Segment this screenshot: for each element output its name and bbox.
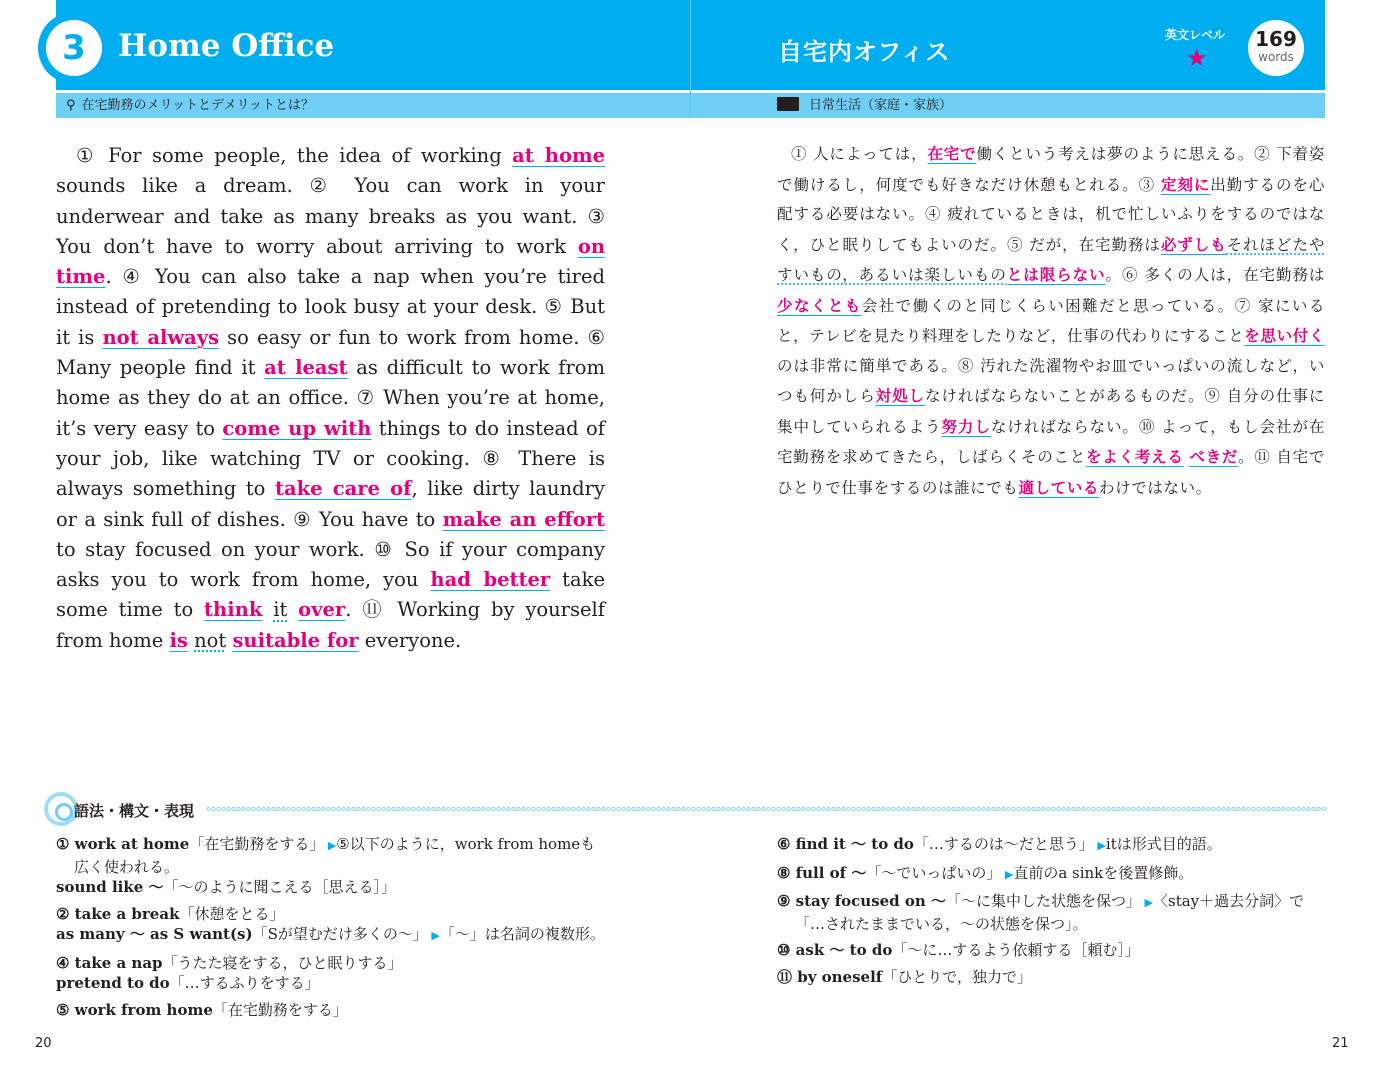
- dotted-phrase: それほどたやすいもの，あるいは楽しいもの: [777, 235, 1325, 284]
- text-segment: [262, 598, 273, 621]
- note-phrase: ⑧ full of ～: [777, 863, 867, 882]
- key-phrase: suitable for: [232, 628, 359, 652]
- question-band: [56, 93, 690, 118]
- category-band: [691, 93, 1325, 118]
- note-meaning: 「ひとりで，独力で」: [882, 967, 1032, 986]
- text-segment: ① 人によっては，: [791, 145, 928, 163]
- dotted-phrase: not: [194, 628, 227, 652]
- note-phrase: ⑩ ask ～ to do: [777, 941, 893, 959]
- note-phrase: ⑥ find it ～ to do: [777, 835, 914, 853]
- note-phrase: ① work at home: [56, 835, 190, 853]
- note-line: [777, 891, 1327, 934]
- note-phrase: pretend to do: [56, 974, 170, 992]
- key-phrase: とは限らない: [1006, 265, 1106, 284]
- text-segment: わけではない。: [1099, 478, 1212, 497]
- note-phrase: ④ take a nap: [56, 953, 163, 972]
- note-meaning: 「在宅勤務をする」: [212, 1000, 348, 1019]
- star-icon: ★: [1186, 44, 1208, 72]
- text-segment: 会社で働くのと同じくらい困難だと思っている。⑦ 家にいると，テレビを見たり料理をしたりなど，仕事の代わりにすること: [777, 296, 1325, 345]
- text-segment: なければならないことがあるものだ。⑨ 自分の仕事に集中していられるよう: [777, 387, 1325, 436]
- text-segment: ① For some people, the idea of working: [76, 144, 513, 167]
- text-segment: [287, 598, 298, 621]
- text-segment: to stay focused on your work. ⑩ So if your company asks you to work from home, you: [56, 537, 605, 592]
- text-segment: . ⑪ Working by yourself from home: [56, 598, 606, 652]
- note-line: [56, 904, 606, 925]
- note-line: [777, 967, 1327, 988]
- note-item: [56, 904, 606, 947]
- note-comment: 「～」は名詞の複数形。: [439, 925, 605, 943]
- note-line: [56, 953, 606, 974]
- note-item: [777, 834, 1327, 857]
- note-comment: itは形式目的語。: [1105, 835, 1222, 853]
- key-phrase: on time: [56, 234, 605, 289]
- word-count: 169: [1255, 27, 1297, 51]
- key-phrase: べきだ: [1189, 447, 1239, 466]
- passage-japanese: [777, 139, 1325, 503]
- note-phrase: ⑨ stay focused on ～: [777, 892, 947, 910]
- arrow-icon: ▶: [427, 929, 440, 942]
- key-phrase: come up with: [222, 416, 372, 440]
- note-meaning: 「～に…するよう依頼する［頼む］」: [892, 941, 1140, 959]
- note-phrase: as many ～ as S want(s): [56, 925, 253, 943]
- note-meaning: 「Sが望むだけ多くの～」: [252, 925, 428, 943]
- note-item: [777, 863, 1327, 886]
- key-phrase: at home: [512, 144, 606, 167]
- key-phrase: not always: [102, 325, 220, 349]
- text-segment: . ④ You can also take a nap when you’re tired instead of pretending to look busy at your desk. ⑤ But it is: [56, 265, 605, 349]
- text-segment: , like dirty laundry or a sink full of dishes. ⑨ You have to: [56, 477, 605, 531]
- target-icon: [44, 792, 78, 826]
- passage-english: [56, 141, 605, 656]
- text-segment: everyone.: [358, 628, 462, 652]
- word-unit: words: [1258, 50, 1294, 64]
- text-segment: sounds like a dream. ② You can work in your underwear and take as many breaks as you want. ③ You don’t have to worry about arriving to work: [56, 174, 605, 258]
- dotted-phrase: it: [273, 598, 288, 622]
- note-meaning: 「うたた寝をする，ひと眠りする」: [162, 953, 403, 972]
- note-meaning: 「在宅勤務をする」: [189, 835, 325, 853]
- note-line: [777, 834, 1327, 857]
- note-meaning: 「～のように聞こえる［思える］」: [163, 878, 397, 896]
- notes-title: 語法・構文・表現: [74, 802, 195, 820]
- note-comment: 〈stay＋過去分詞〉で「…されたままでいる，～の状態を保つ」。: [795, 892, 1305, 933]
- title-jp: 自宅内オフィス: [778, 38, 951, 66]
- text-segment: things to do instead of your job, like watching TV or cooking. ⑧ There is always something to: [56, 416, 605, 501]
- folder-icon: [777, 97, 799, 111]
- text-segment: 働くという考えは夢のように思える。② 下着姿で働けるし，何度でも好きなだけ休憩もとれる。③: [777, 145, 1325, 194]
- note-line: [56, 973, 606, 994]
- note-line: [56, 834, 606, 877]
- key-phrase: 定刻に: [1160, 174, 1211, 194]
- key-phrase: had better: [430, 568, 551, 592]
- note-phrase: sound like ～: [56, 878, 164, 896]
- note-phrase: ⑪ by oneself: [777, 967, 883, 986]
- key-phrase: をよく考える: [1086, 447, 1184, 466]
- note-line: [56, 1000, 606, 1021]
- text-segment: なければならない。⑩ よって，もし会社が在宅勤務を求めてきたら，しばらくそのこと: [777, 417, 1325, 466]
- unit-number: 3: [46, 20, 102, 76]
- note-meaning: 「～でいっぱいの」: [866, 863, 1002, 882]
- text-segment: 。⑪ 自宅でひとりで仕事をするのは誰にでも: [777, 448, 1325, 497]
- text-segment: as difficult to work from home as they do at an office. ⑦ When you’re at home, it’s very easy to: [56, 356, 606, 440]
- arrow-icon: ▶: [1001, 867, 1014, 881]
- note-line: [56, 924, 606, 947]
- text-segment: so easy or fun to work from home. ⑥ Many people find it: [56, 325, 606, 380]
- note-item: [56, 953, 606, 994]
- note-item: [56, 834, 606, 898]
- title-en: Home Office: [118, 28, 335, 64]
- level-label: 英文レベル: [1165, 28, 1226, 42]
- question-text: 在宅勤務のメリットとデメリットとは？: [81, 98, 314, 113]
- arrow-icon: ▶: [324, 839, 337, 852]
- note-item: [777, 940, 1327, 961]
- note-line: [777, 940, 1327, 961]
- notes-left: [56, 834, 606, 1026]
- text-segment: take some time to: [56, 568, 605, 622]
- key-phrase: 努力し: [941, 416, 991, 436]
- category-text: 日常生活（家庭・家族）: [809, 98, 953, 113]
- note-comment: ⑤以下のように，work from homeも広く使われる。: [74, 835, 596, 876]
- word-count-badge: [1248, 20, 1304, 76]
- key-phrase: 在宅で: [927, 144, 977, 163]
- unit-number-badge: [38, 12, 110, 84]
- notes-header: [44, 792, 1327, 826]
- note-item: [56, 1000, 606, 1021]
- key-phrase: 対処し: [875, 386, 925, 405]
- key-phrase: take care of: [275, 477, 412, 501]
- key-phrase: 適している: [1018, 477, 1100, 497]
- arrow-icon: ▶: [1141, 896, 1154, 909]
- note-item: [777, 891, 1327, 934]
- page-number-right: 21: [1332, 1036, 1349, 1051]
- key-phrase: を思い付く: [1244, 326, 1325, 345]
- note-line: [777, 863, 1327, 886]
- note-line: [56, 877, 606, 898]
- text-segment: 出勤するのを心配する必要はない。④ 疲れているときは，机で忙しいふりをするのではなく，ひと眠りしてもよいのだ。⑤ だが，在宅勤務は: [777, 175, 1325, 254]
- key-phrase: is: [169, 628, 188, 652]
- page-number-left: 20: [35, 1036, 52, 1051]
- key-phrase: make an effort: [442, 507, 605, 531]
- key-phrase: 少なくとも: [777, 295, 862, 315]
- note-phrase: ⑤ work from home: [56, 1000, 213, 1019]
- text-segment: のは非常に簡単である。⑧ 汚れた洗濯物やお皿でいっぱいの流しなど，いつも何かしら: [777, 356, 1325, 405]
- note-meaning: 「…するのは～だと思う」: [913, 835, 1094, 853]
- note-phrase: ② take a break: [56, 904, 180, 923]
- key-phrase: over: [298, 598, 346, 622]
- note-meaning: 「～に集中した状態を保つ」: [946, 892, 1142, 910]
- key-icon: ⚲: [66, 98, 76, 113]
- note-comment: 直前のa sinkを後置修飾。: [1013, 863, 1194, 882]
- note-meaning: 「休憩をとる」: [179, 904, 285, 923]
- arrow-icon: ▶: [1093, 839, 1106, 852]
- notes-right: [777, 834, 1327, 993]
- key-phrase: think: [204, 598, 263, 622]
- key-phrase: at least: [264, 356, 348, 380]
- text-segment: 。⑥ 多くの人は，在宅勤務は: [1105, 266, 1326, 284]
- note-item: [777, 967, 1327, 988]
- note-meaning: 「…するふりをする」: [169, 974, 320, 992]
- key-phrase: 必ずしも: [1160, 234, 1227, 254]
- decorative-rule: [206, 807, 1327, 811]
